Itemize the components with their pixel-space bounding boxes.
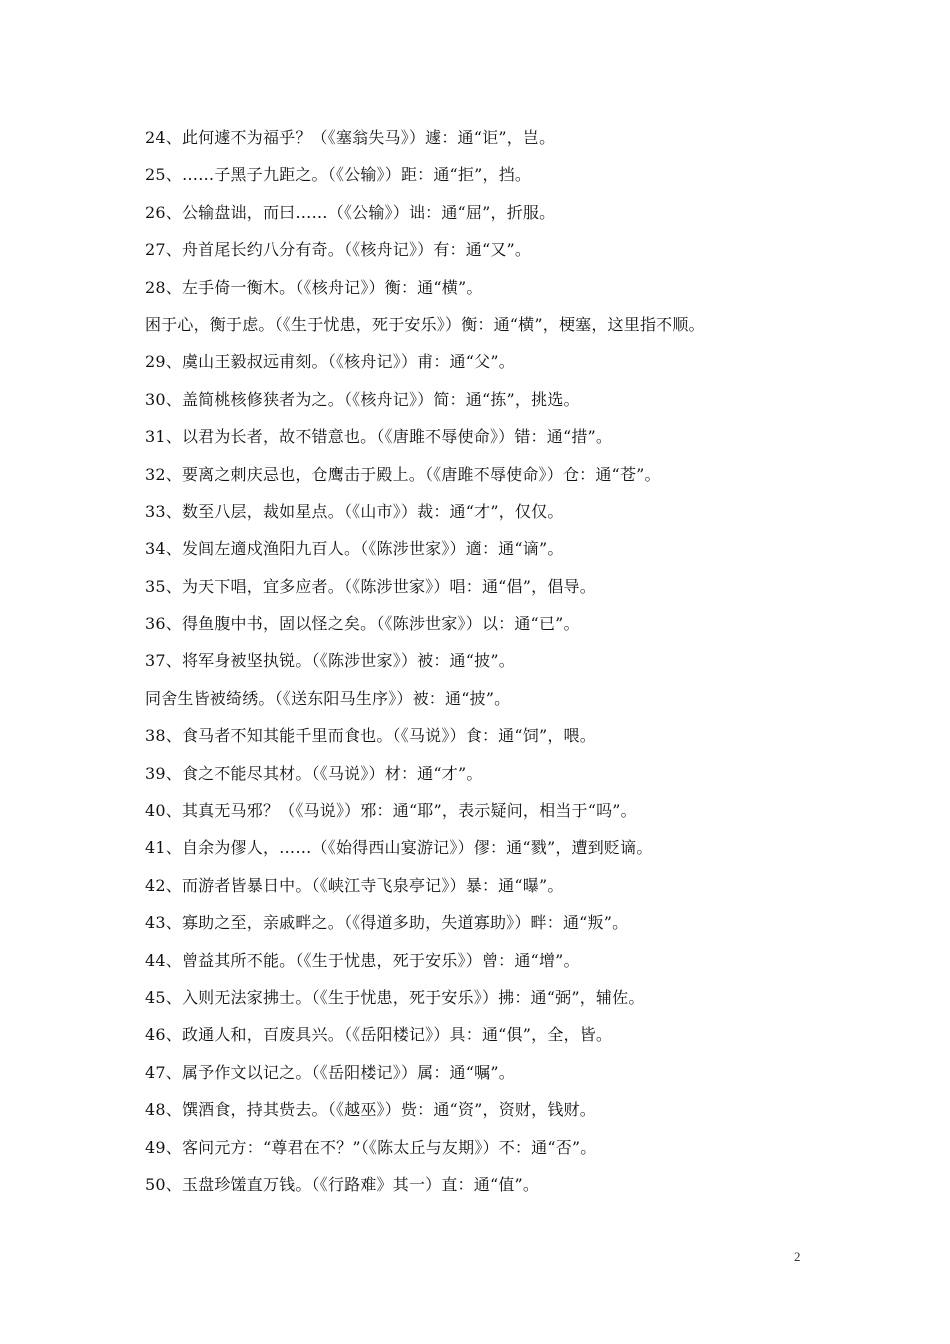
text-line: 同舍生皆被绮绣。（《送东阳马生序》）被：通“披”。: [145, 688, 511, 708]
text-line: 45、入则无法家拂士。（《生于忧患，死于安乐》）拂：通“弼”，辅佐。: [145, 987, 645, 1007]
text-line: 42、而游者皆暴日中。（《峡江寺飞泉亭记》）暴：通“曝”。: [145, 875, 564, 895]
text-line: 31、以君为长者，故不错意也。（《唐雎不辱使命》）错：通“措”。: [145, 427, 613, 447]
text-line: 30、盖简桃核修狭者为之。（《核舟记》）简：通“拣”，挑选。: [145, 389, 580, 409]
text-line: 47、属予作文以记之。（《岳阳楼记》）属：通“嘱”。: [145, 1062, 515, 1082]
text-line: 41、自余为僇人，……（《始得西山宴游记》）僇：通“戮”，遭到贬谪。: [145, 838, 653, 858]
page-number: 2: [794, 1249, 801, 1264]
text-line: 36、得鱼腹中书，固以怪之矣。（《陈涉世家》）以：通“已”。: [145, 614, 580, 634]
text-line: 50、玉盘珍馐直万钱。（《行路难》其一）直：通“值”。: [145, 1174, 540, 1194]
text-line: 33、数至八层，裁如星点。（《山市》）裁：通“才”，仅仅。: [145, 501, 564, 521]
text-line: 26、公输盘诎，而曰……（《公输》）诎：通“屈”，折服。: [145, 202, 556, 222]
text-line: 29、虞山王毅叔远甫刻。（《核舟记》）甫：通“父”。: [145, 352, 515, 372]
text-line: 困于心，衡于虑。（《生于忧患，死于安乐》）衡：通“横”，梗塞，这里指不顺。: [145, 314, 705, 334]
text-line: 40、其真无马邪？（《马说》）邪：通“耶”，表示疑问，相当于“吗”。: [145, 801, 637, 821]
text-line: 38、食马者不知其能千里而食也。（《马说》）食：通“饲”，喂。: [145, 726, 596, 746]
text-line: 35、为天下唱，宜多应者。（《陈涉世家》）唱：通“倡”，倡导。: [145, 576, 596, 596]
text-line: 34、发闾左適戍渔阳九百人。（《陈涉世家》）適：通“谪”。: [145, 539, 564, 559]
text-line: 46、政通人和，百废具兴。（《岳阳楼记》）具：通“俱”，全，皆。: [145, 1025, 613, 1045]
text-line: 37、将军身被坚执锐。（《陈涉世家》）被：通“披”。: [145, 651, 515, 671]
text-line: 25、……子黑子九距之。（《公输》）距：通“拒”，挡。: [145, 165, 532, 185]
text-line: 32、要离之刺庆忌也，仓鹰击于殿上。（《唐雎不辱使命》）仓：通“苍”。: [145, 464, 661, 484]
text-line: 24、此何遽不为福乎？（《塞翁失马》）遽：通“讵”，岂。: [145, 128, 556, 147]
text-line: 48、馔酒食，持其赀去。（《越巫》）赀：通“资”，资财，钱财。: [145, 1100, 596, 1120]
text-line: 44、曾益其所不能。（《生于忧患，死于安乐》）曾：通“增”。: [145, 950, 580, 970]
text-lines: [145, 124, 825, 1208]
text-line: 27、舟首尾长约八分有奇。（《核舟记》）有：通“又”。: [145, 240, 532, 260]
text-line: 43、寡助之至，亲戚畔之。（《得道多助，失道寡助》）畔：通“叛”。: [145, 913, 629, 933]
text-line: 49、客问元方：“尊君在不？”（《陈太丘与友期》）不：通“否”。: [145, 1137, 597, 1157]
text-line: 39、食之不能尽其材。（《马说》）材：通“才”。: [145, 763, 483, 783]
text-line: 28、左手倚一衡木。（《核舟记》）衡：通“横”。: [145, 277, 483, 297]
